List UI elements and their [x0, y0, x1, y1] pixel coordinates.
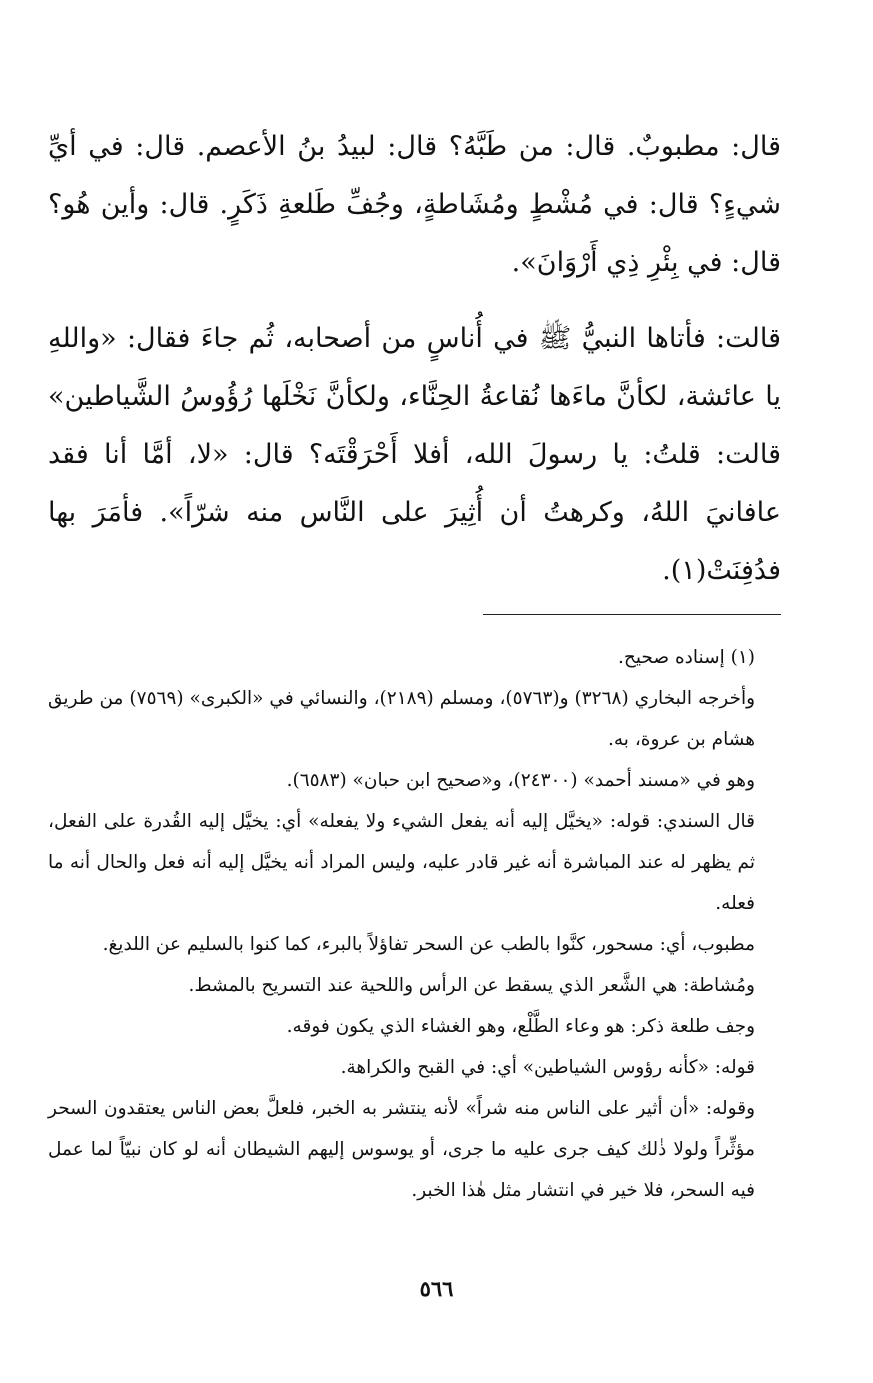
footnote-item: وهو في «مسند أحمد» (٢٤٣٠٠)، و«صحيح ابن حبان» (٦٥٨٣). — [286, 770, 755, 791]
page-number: ٥٦٦ — [419, 1276, 454, 1301]
footnote-item: قوله: «كأنه رؤوس الشياطين» أي: في القبح والكراهة. — [340, 1057, 755, 1078]
main-paragraph: قالت: فأتاها النبيُّ ﷺ في أُناسٍ من أصحابه، ثُم جاءَ فقال: «واللهِ يا عائشة، لكأنَّ ماءَها نُقاعةُ الحِنَّاء، ولكأنَّ نَخْلَها رُؤُوسُ الشَّياطين» قالت: قلتُ: يا رسولَ الله، أفلا أَحْرَقْتَه؟ قال: «لا، أمَّا أنا فقد عافانيَ اللهُ، وكرهتُ أن أُثِيرَ على النَّاس منه شرّاً». فأمَرَ بها فدُفِنَتْ(١). — [48, 323, 781, 586]
footnote-item: وجف طلعة ذكر: هو وعاء الطَّلْع، وهو الغشاء الذي يكون فوقه. — [286, 1016, 755, 1037]
main-paragraph: قال: مطبوبٌ. قال: من طَبَّهُ؟ قال: لبيدُ بنُ الأعصم. قال: في أيِّ شيءٍ؟ قال: في مُشْطٍ ومُشَاطةٍ، وجُفِّ طَلعةِ ذَكَرٍ. قال: وأين هُو؟ قال: في بِئْرِ ذِي أَرْوَانَ». — [48, 131, 781, 278]
footnote-item: ومُشاطة: هي الشَّعر الذي يسقط عن الرأس واللحية عند التسريح بالمشط. — [188, 975, 755, 996]
footnote-item: (١) إسناده صحيح. — [618, 647, 755, 668]
footnote-item: قال السندي: قوله: «يخيَّل إليه أنه يفعل الشيء ولا يفعله» أي: يخيَّل إليه القُدرة على الفعل، ثم يظهر له عند المباشرة أنه غير قادر عليه، وليس المراد أنه يخيَّل إليه أنه فعل والحال أنه ما فعله. — [48, 811, 755, 914]
footnotes — [48, 637, 781, 1211]
footnote-separator — [483, 614, 781, 615]
main-text — [48, 118, 781, 600]
footnote-item: وأخرجه البخاري (٣٢٦٨) و(٥٧٦٣)، ومسلم (٢١٨٩)، والنسائي في «الكبرى» (٧٥٦٩) من طريق هشام بن عروة، به. — [48, 688, 756, 750]
footnote-item: وقوله: «أن أثير على الناس منه شراً» لأنه ينتشر به الخبر، فلعلَّ بعض الناس يعتقدون السحر مؤثِّراً ولولا ذٰلك كيف جرى عليه ما جرى، أو يوسوس إليهم الشيطان أنه لو كان نبيّاً لما عمل فيه السحر، فلا خير في انتشار مثل هٰذا الخبر. — [48, 1098, 755, 1201]
footnote-item: مطبوب، أي: مسحور، كنَّوا بالطب عن السحر تفاؤلاً بالبرء، كما كنوا بالسليم عن اللديغ. — [102, 934, 755, 955]
